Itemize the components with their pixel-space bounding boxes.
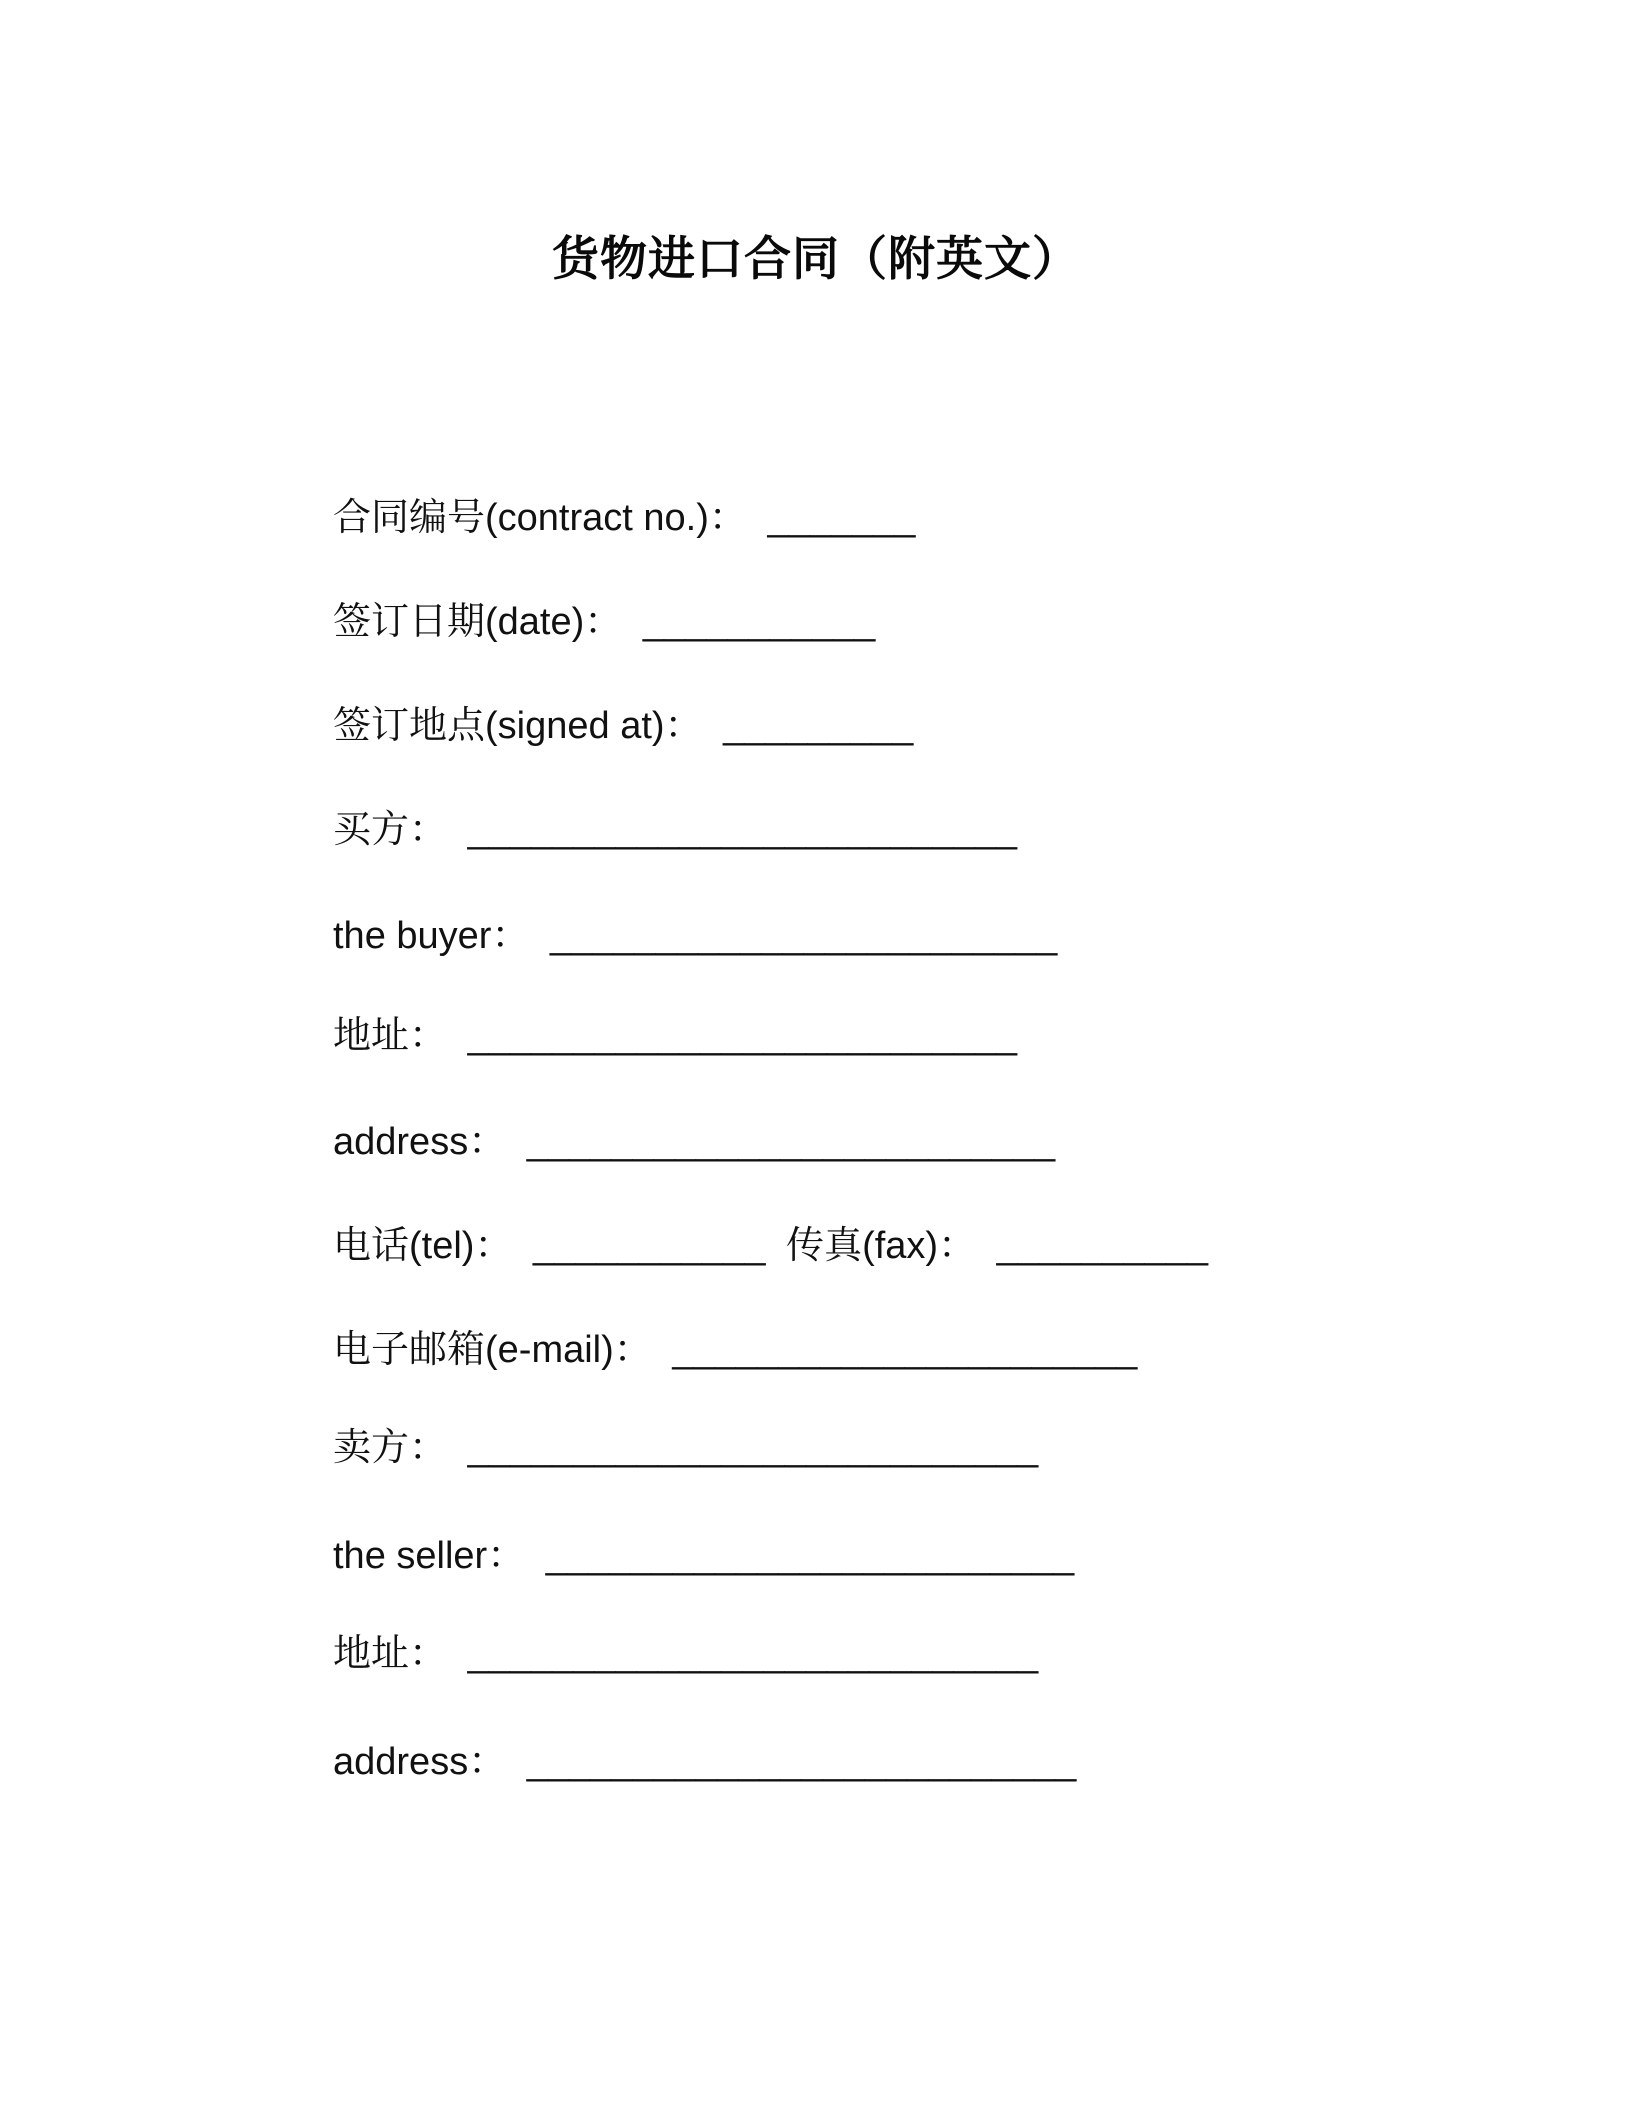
- field-label: 合同编号(contract no.)：: [333, 497, 747, 539]
- seller-en-field: [333, 1532, 1074, 1580]
- buyer-en-field: [333, 912, 1057, 960]
- tel-label: 电话(tel)：: [333, 1225, 513, 1267]
- seller-address-cn-field: [333, 1630, 1038, 1678]
- buyer-cn-field: [333, 806, 1017, 854]
- fill-in-blank[interactable]: _________________________: [545, 1535, 1075, 1577]
- contract-number-field: [333, 494, 915, 542]
- signing-place-field: [333, 702, 913, 750]
- fill-in-blank[interactable]: __________________________: [467, 809, 1018, 851]
- fill-in-blank[interactable]: _________: [723, 705, 914, 747]
- field-label: 买方：: [333, 809, 448, 851]
- seller-cn-field: [333, 1424, 1038, 1472]
- fax-blank[interactable]: __________: [996, 1225, 1208, 1267]
- tel-blank[interactable]: ___________: [533, 1225, 766, 1267]
- field-label: the seller：: [333, 1535, 526, 1577]
- field-label: 地址：: [333, 1633, 448, 1675]
- field-label: address：: [333, 1741, 507, 1783]
- field-label: address：: [333, 1121, 507, 1163]
- fill-in-blank[interactable]: ___________________________: [467, 1633, 1039, 1675]
- buyer-email-field: [333, 1326, 1137, 1374]
- fill-in-blank[interactable]: _________________________: [526, 1121, 1056, 1163]
- fill-in-blank[interactable]: ___________: [642, 601, 876, 643]
- fill-in-blank[interactable]: ___________________________: [467, 1427, 1039, 1469]
- field-label: 签订日期(date)：: [333, 601, 623, 643]
- fill-in-blank[interactable]: _______: [767, 497, 916, 539]
- field-label: 电子邮箱(e-mail)：: [333, 1329, 652, 1371]
- field-label: 卖方：: [333, 1427, 448, 1469]
- buyer-address-cn-field: [333, 1012, 1017, 1060]
- fill-in-blank[interactable]: __________________________: [467, 1015, 1018, 1057]
- signing-date-field: [333, 598, 875, 646]
- field-label: 签订地点(signed at)：: [333, 705, 703, 747]
- fax-label: 传真(fax)：: [786, 1225, 977, 1267]
- buyer-tel-fax-field: [333, 1222, 1208, 1270]
- field-label: 地址：: [333, 1015, 448, 1057]
- buyer-address-en-field: [333, 1118, 1055, 1166]
- fill-in-blank[interactable]: ________________________: [550, 915, 1058, 957]
- fill-in-blank[interactable]: ______________________: [672, 1329, 1138, 1371]
- document-title: 货物进口合同（附英文）: [552, 232, 1080, 285]
- fill-in-blank[interactable]: __________________________: [526, 1741, 1077, 1783]
- field-label: the buyer：: [333, 915, 530, 957]
- seller-address-en-field: [333, 1738, 1076, 1786]
